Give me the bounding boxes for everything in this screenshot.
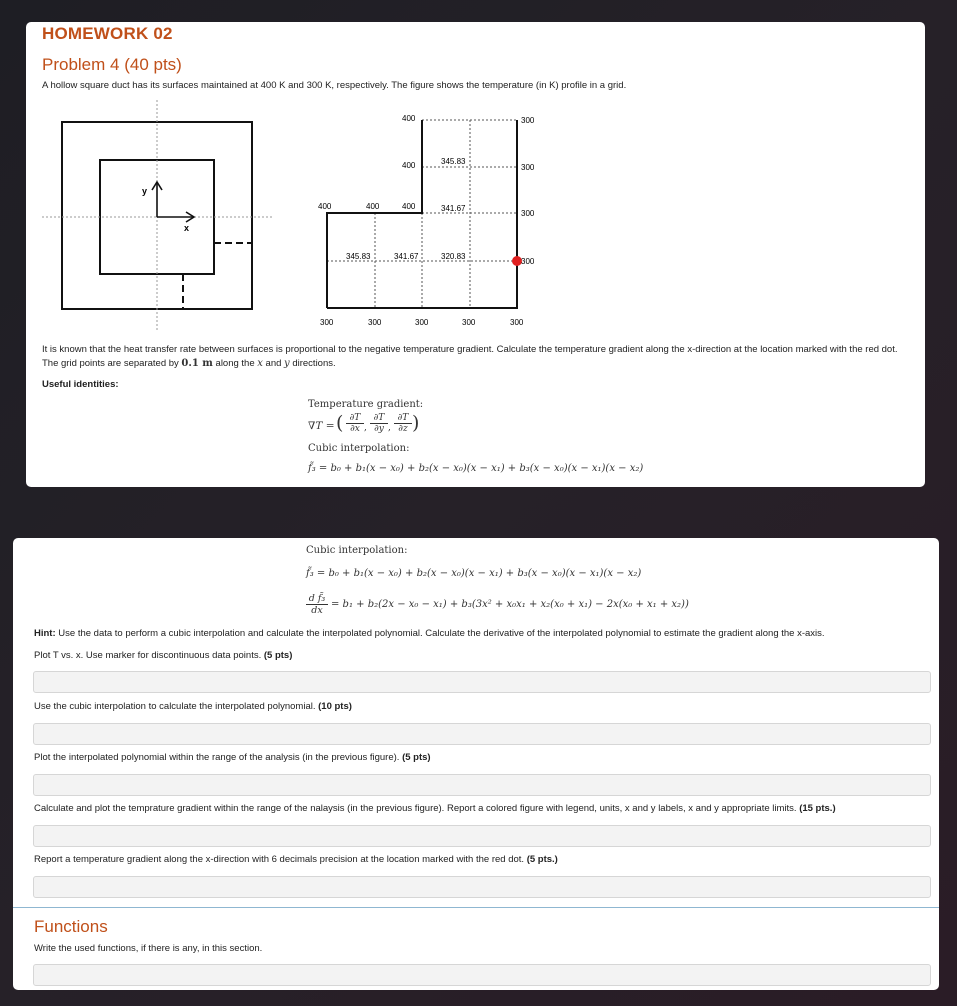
label-r4-32083: 320.83	[441, 252, 466, 261]
problem-description: A hollow square duct has its surfaces maintained at 400 K and 300 K, respectively. The figure shows the temperature (in K) profile in a grid.	[42, 80, 627, 91]
cubic-formula-2: f̃₃ = b₀ + b₁(x − x₀) + b₂(x − x₀)(x − x₁) + b₃(x − x₀)(x − x₁)(x − x₂)	[306, 568, 642, 579]
label-r3-300: 300	[521, 209, 535, 218]
functions-title: Functions	[34, 917, 108, 936]
question-5	[34, 854, 558, 865]
inner-wall	[327, 120, 422, 308]
answer-box-4[interactable]	[33, 825, 931, 847]
functions-text: Write the used functions, if there is any, in this section.	[34, 943, 263, 954]
answer-box-2[interactable]	[33, 723, 931, 745]
homework-title: HOMEWORK 02	[42, 24, 173, 43]
label-r3-34167: 341.67	[441, 204, 466, 213]
paragraph-text-b: along the	[212, 358, 258, 369]
question-1-text: Plot T vs. x. Use marker for discontinuous data points.	[34, 650, 262, 661]
label-r4-300: 300	[521, 257, 535, 266]
question-2-text: Use the cubic interpolation to calculate the interpolated polynomial.	[34, 701, 316, 712]
question-4-text: Calculate and plot the temprature gradient within the range of the nalaysis (in the previous figure). Report a colored figure with legend, units, x and y labels, x and y appropriate limits.	[34, 803, 797, 814]
label-b-300a: 300	[320, 318, 334, 327]
label-r3-400c: 400	[402, 202, 416, 211]
label-r3-400b: 400	[366, 202, 380, 211]
problem-title: Problem 4 (40 pts)	[42, 55, 182, 74]
cubic-label-2: Cubic interpolation:	[306, 545, 408, 556]
label-r2-34583: 345.83	[441, 157, 466, 166]
grid-spacing: 0.1 m	[181, 358, 213, 369]
paragraph-and: and	[262, 358, 285, 369]
question-1-points: (5 pts)	[263, 650, 293, 661]
functions-answer-box[interactable]	[33, 964, 931, 986]
hint-label: Hint:	[34, 628, 56, 639]
temp-gradient-label: Temperature gradient:	[308, 399, 424, 410]
paragraph-text-a: It is known that the heat transfer rate between surfaces is proportional to the negative temperature gradient. Calculate the temperature gradient along the x-direction at the location marked with the red dot. The grid points are separated by	[42, 344, 898, 369]
answer-box-1[interactable]	[33, 671, 931, 693]
duct-figure	[40, 100, 280, 332]
section-divider	[13, 907, 939, 908]
label-top-300: 300	[521, 116, 535, 125]
x-label: x	[184, 223, 190, 233]
gradient-formula: ∇T = ( ∂T ∂x , ∂T ∂y , ∂T ∂z )	[308, 412, 420, 434]
y-variable: y	[284, 358, 290, 369]
paragraph-text-c: directions.	[289, 358, 336, 369]
question-3-points: (5 pts)	[402, 752, 431, 763]
label-r3-400a: 400	[318, 202, 332, 211]
question-5-text: Report a temperature gradient along the x-direction with 6 decimals precision at the location marked with the red dot.	[34, 854, 525, 865]
question-2	[34, 701, 352, 712]
problem-card	[26, 22, 925, 487]
question-4-points: (15 pts.)	[799, 803, 836, 814]
hint-text	[34, 628, 825, 639]
question-2-points: (10 pts)	[318, 701, 352, 712]
useful-identities-label: Useful identities:	[42, 379, 119, 390]
cubic-label-1: Cubic interpolation:	[308, 443, 410, 454]
label-r4-34583: 345.83	[346, 252, 371, 261]
question-3	[34, 752, 431, 763]
label-b-300c: 300	[415, 318, 429, 327]
question-4	[34, 803, 836, 814]
cubic-formula-1: f̃₃ = b₀ + b₁(x − x₀) + b₂(x − x₀)(x − x₁) + b₃(x − x₀)(x − x₁)(x − x₂)	[308, 463, 644, 474]
y-label: y	[142, 186, 148, 196]
answer-box-3[interactable]	[33, 774, 931, 796]
derivative-formula-text: = b₁ + b₂(2x − x₀ − x₁) + b₃(3x² + x₀x₁ + x₂(x₀ + x₁) − 2x(x₀ + x₁ + x₂))	[331, 599, 689, 610]
question-1	[34, 650, 292, 661]
hint-body: Use the data to perform a cubic interpolation and calculate the interpolated polynomial. Calculate the derivative of the interpolated polynomial to estimate the gradient along the x-axis.	[55, 628, 825, 639]
derivative-formula: d f̃₃ dx = b₁ + b₂(2x − x₀ − x₁) + b₃(3x² + x₀x₁ + x₂(x₀ + x₁) − 2x(x₀ + x₁ + x₂))	[306, 593, 906, 619]
label-b-300e: 300	[510, 318, 524, 327]
question-5-points: (5 pts.)	[526, 854, 558, 865]
temperature-grid-figure	[316, 110, 556, 340]
label-b-300b: 300	[368, 318, 382, 327]
problem-paragraph	[42, 343, 904, 371]
x-variable: x	[257, 358, 263, 369]
label-r4-34167: 341.67	[394, 252, 419, 261]
questions-card	[13, 538, 939, 990]
answer-box-5[interactable]	[33, 876, 931, 898]
question-3-text: Plot the interpolated polynomial within the range of the analysis (in the previous figure).	[34, 752, 400, 763]
label-top-400: 400	[402, 114, 416, 123]
label-b-300d: 300	[462, 318, 476, 327]
label-r2-300: 300	[521, 163, 535, 172]
label-r2-400: 400	[402, 161, 416, 170]
